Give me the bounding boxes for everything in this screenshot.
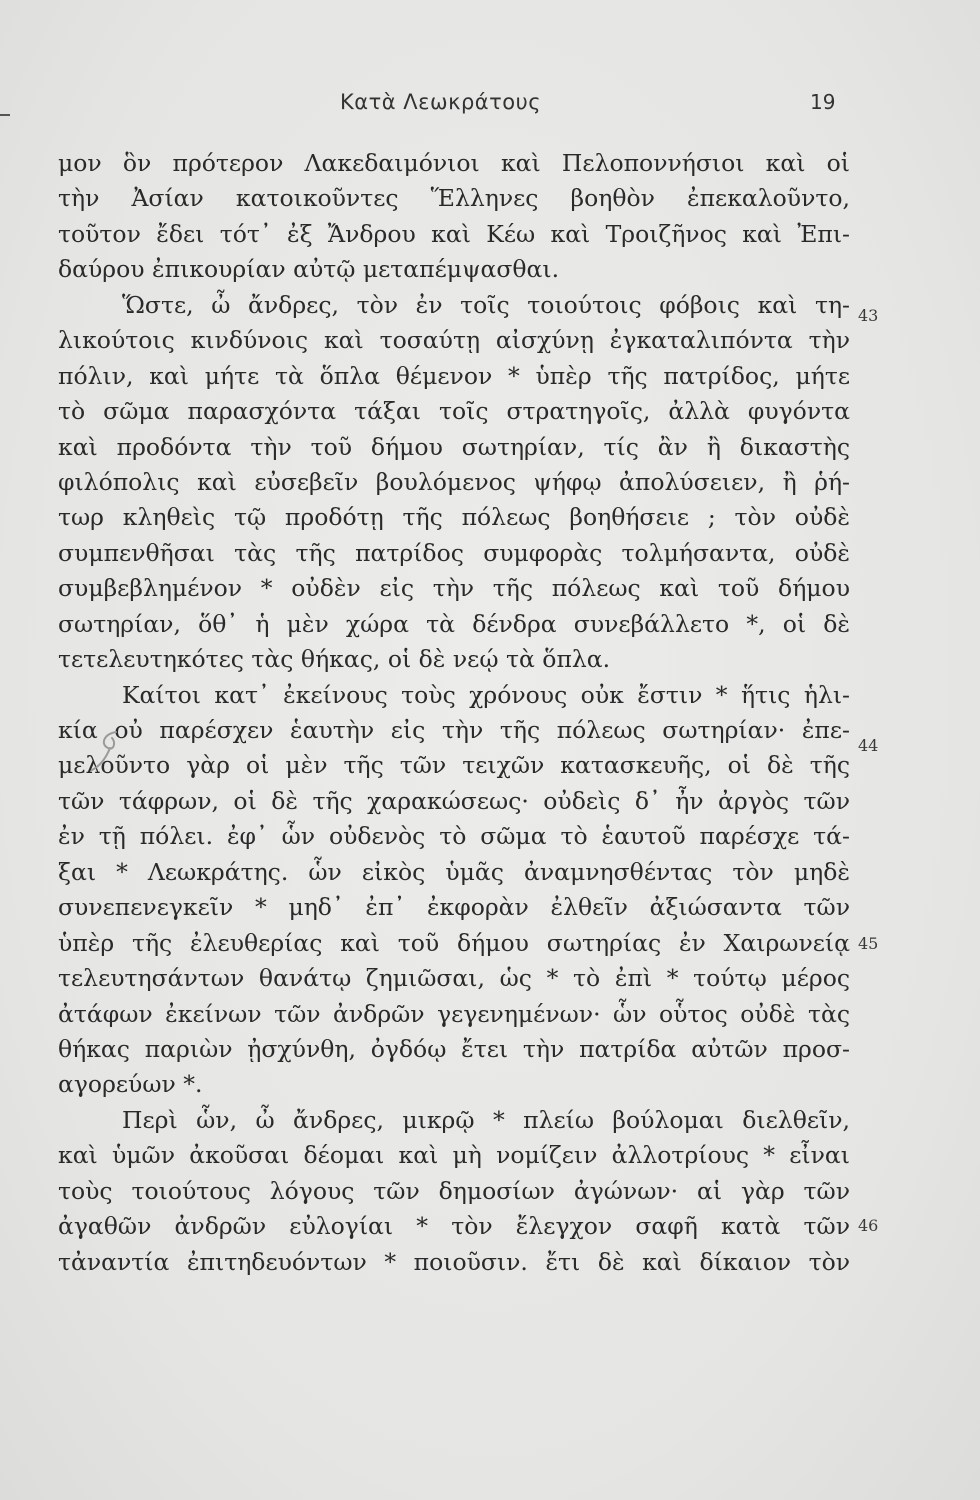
section-number-44: 44 xyxy=(858,736,879,755)
text-line: τὴν Ἀσίαν κατοικοῦντες Ἕλληνες βοηθὸν ἐπεκαλοῦντο, xyxy=(58,184,850,213)
text-line: ἐν τῇ πόλει. ἐφ᾽ ὧν οὐδενὸς τὸ σῶμα τὸ ἑαυτοῦ παρέσχε τά- xyxy=(58,822,850,851)
text-line: τοὺς τοιούτους λόγους τῶν δημοσίων ἀγώνων· αἱ γὰρ τῶν xyxy=(58,1176,850,1205)
text-line: ἀγαθῶν ἀνδρῶν εὐλογίαι * τὸν ἔλεγχον σαφῆ κατὰ τῶν xyxy=(58,1212,850,1241)
page-number: 19 xyxy=(810,90,836,114)
text-line: μελοῦντο γὰρ οἱ μὲν τῆς τῶν τειχῶν κατασκευῆς, οἱ δὲ τῆς xyxy=(58,751,850,780)
text-line: τοῦτον ἔδει τότ᾽ ἐξ Ἄνδρου καὶ Κέω καὶ Τροιζῆνος καὶ Ἐπι- xyxy=(58,219,850,248)
section-number-45: 45 xyxy=(858,934,879,953)
text-line: πόλιν, καὶ μήτε τὰ ὅπλα θέμενον * ὑπὲρ τῆς πατρίδος, μήτε xyxy=(58,361,850,390)
text-line: αγορεύων *. xyxy=(58,1070,203,1099)
text-line: θήκας παριὼν ᾐσχύνθη, ὀγδόῳ ἔτει τὴν πατρίδα αὐτῶν προσ- xyxy=(58,1034,850,1063)
text-line: καὶ ὑμῶν ἀκοῦσαι δέομαι καὶ μὴ νομίζειν ἀλλοτρίους * εἶναι xyxy=(58,1141,850,1170)
running-title: Κατὰ Λεωκράτους xyxy=(340,90,542,114)
text-line: τετελευτηκότες τὰς θήκας, οἱ δὲ νεῴ τὰ ὅπλα. xyxy=(58,645,611,674)
running-head xyxy=(0,90,980,120)
text-line: τελευτησάντων θανάτῳ ζημιῶσαι, ὡς * τὸ ἐπὶ * τούτῳ μέρος xyxy=(58,964,850,993)
text-line: κία οὐ παρέσχεν ἑαυτὴν εἰς τὴν τῆς πόλεως σωτηρίαν· ἐπε- xyxy=(58,716,850,744)
text-line: φιλόπολις καὶ εὐσεβεῖν βουλόμενος ψήφῳ ἀπολύσειεν, ἢ ῥή- xyxy=(58,467,850,496)
text-line: ἀτάφων ἐκείνων τῶν ἀνδρῶν γεγενημένων· ὧν οὗτος οὐδὲ τὰς xyxy=(58,999,850,1028)
text-line: Καίτοι κατ᾽ ἐκείνους τοὺς χρόνους οὐκ ἔστιν * ἥτις ἡλι- xyxy=(122,680,850,709)
text-line: λικούτοις κινδύνοις καὶ τοσαύτῃ αἰσχύνῃ ἐγκαταλιπόντα τὴν xyxy=(58,326,850,355)
text-line: Ὥστε, ὦ ἄνδρες, τὸν ἐν τοῖς τοιούτοις φόβοις καὶ τη- xyxy=(122,290,850,319)
text-line: τῶν τάφρων, οἱ δὲ τῆς χαρακώσεως· οὐδεὶς δ᾽ ἦν ἀργὸς τῶν xyxy=(58,786,850,815)
text-line: τωρ κληθεὶς τῷ προδότῃ τῆς πόλεως βοηθήσειε ; τὸν οὐδὲ xyxy=(58,503,850,532)
text-line: Περὶ ὧν, ὦ ἄνδρες, μικρῷ * πλείω βούλομαι διελθεῖν, xyxy=(122,1105,850,1134)
body-text xyxy=(58,146,850,1280)
pencil-annotation-mark xyxy=(86,728,126,774)
text-line: ξαι * Λεωκράτης. ὧν εἰκὸς ὑμᾶς ἀναμνησθέντας τὸν μηδὲ xyxy=(58,857,850,886)
text-line: συμβεβλημένον * οὐδὲν εἰς τὴν τῆς πόλεως καὶ τοῦ δήμου xyxy=(58,574,850,603)
section-number-46: 46 xyxy=(858,1216,879,1235)
text-line: ὑπὲρ τῆς ἐλευθερίας καὶ τοῦ δήμου σωτηρίας ἐν Χαιρωνείᾳ xyxy=(58,928,850,957)
text-line: σωτηρίαν, ὅθ᾽ ἡ μὲν χώρα τὰ δένδρα συνεβάλλετο *, οἱ δὲ xyxy=(58,609,850,638)
text-line: τὸ σῶμα παρασχόντα τάξαι τοῖς στρατηγοῖς, ἀλλὰ φυγόντα xyxy=(58,397,850,426)
text-line: καὶ προδόντα τὴν τοῦ δήμου σωτηρίαν, τίς ἂν ἢ δικαστὴς xyxy=(58,432,850,461)
text-line: μον ὃν πρότερον Λακεδαιμόνιοι καὶ Πελοποννήσιοι καὶ οἱ xyxy=(58,149,850,177)
text-line: συνεπενεγκεῖν * μηδ᾽ ἐπ᾽ ἐκφορὰν ἐλθεῖν ἀξιώσαντα τῶν xyxy=(58,893,850,922)
text-line: τἀναντία ἐπιτηδευόντων * ποιοῦσιν. ἔτι δὲ καὶ δίκαιον τὸν xyxy=(58,1247,850,1276)
section-number-43: 43 xyxy=(858,306,879,325)
text-line: δαύρου ἐπικουρίαν αὐτῷ μεταπέμψασθαι. xyxy=(58,255,560,284)
text-line: συμπενθῆσαι τὰς τῆς πατρίδος συμφορὰς τολμήσαντα, οὐδὲ xyxy=(58,538,850,567)
